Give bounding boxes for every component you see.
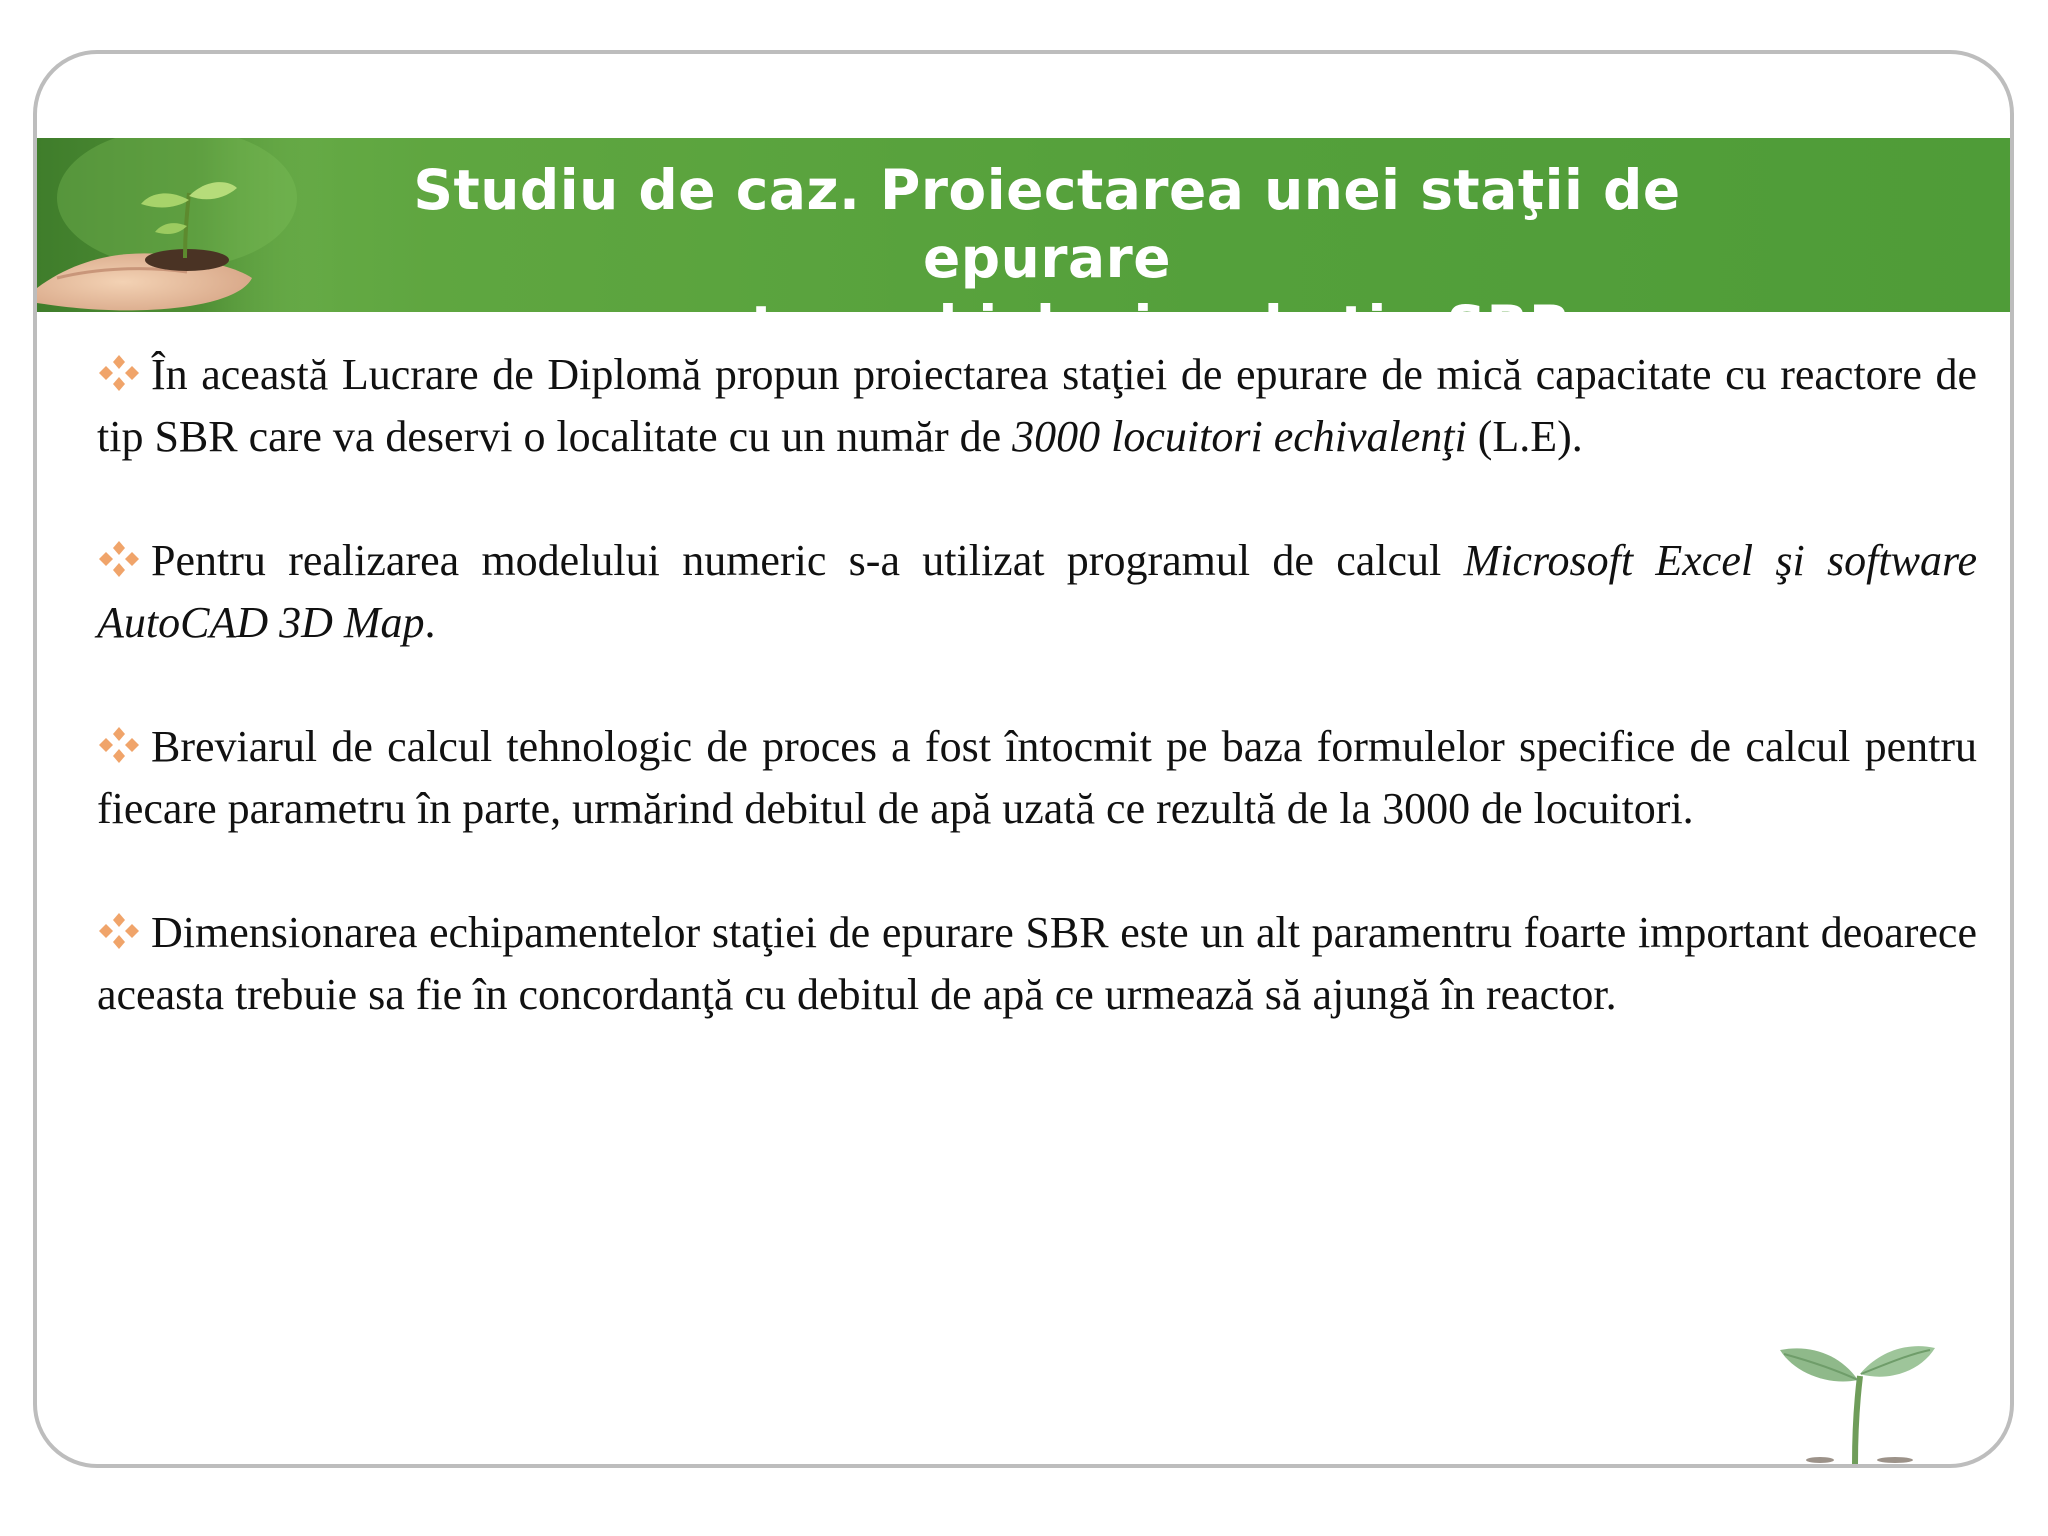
diamond-bullet-icon	[97, 353, 141, 393]
paragraph-3-text: Breviarul de calcul tehnologic de proces a fost întocmit pe baza formulelor specifice de calcul pentru fiecare parametru în parte, urmărind debitul de apă uzată ce rezultă de la 3000 de locuitori.	[97, 722, 1977, 833]
paragraph-2-emphasis: Microsoft Excel şi software AutoCAD 3D Map	[97, 536, 1977, 647]
bullet-paragraph-4	[97, 902, 1977, 1026]
diamond-bullet-icon	[97, 539, 141, 579]
diamond-bullet-icon	[97, 725, 141, 765]
bullet-paragraph-2	[97, 530, 1977, 654]
paragraph-4-text: Dimensionarea echipamentelor staţiei de epurare SBR este un alt paramentru foarte important deoarece aceasta trebuie sa fie în concordanţă cu debitul de apă ce urmează să ajungă în reactor.	[97, 908, 1977, 1019]
paragraph-1-tail: (L.E).	[1466, 412, 1583, 461]
diamond-bullet-icon	[97, 911, 141, 951]
hands-seedling-photo	[37, 138, 337, 312]
slide-title-line1: Studiu de caz. Proiectarea unei staţii de epurare	[413, 158, 1681, 290]
paragraph-2-text: Pentru realizarea modelului numeric s-a utilizat programul de calcul	[151, 536, 1464, 585]
bullet-paragraph-1	[97, 344, 1977, 468]
paragraph-1-text: În această Lucrare de Diplomă propun proiectarea staţiei de epurare de mică capacitate cu reactore de tip SBR care va deservi o localitate cu un număr de	[97, 350, 1977, 461]
slide-title-line2: cu reactoare biologice de tip SBR	[522, 294, 1572, 358]
slide-content	[97, 344, 1977, 1088]
bullet-paragraph-3	[97, 716, 1977, 840]
paragraph-2-tail: .	[424, 598, 436, 647]
slide-frame	[33, 50, 2014, 1468]
header-band	[37, 138, 2010, 358]
paragraph-1-emphasis: 3000 locuitori echivalenţi	[1012, 412, 1467, 461]
slide-title	[337, 156, 1757, 360]
sprout-icon	[1760, 1314, 1940, 1464]
